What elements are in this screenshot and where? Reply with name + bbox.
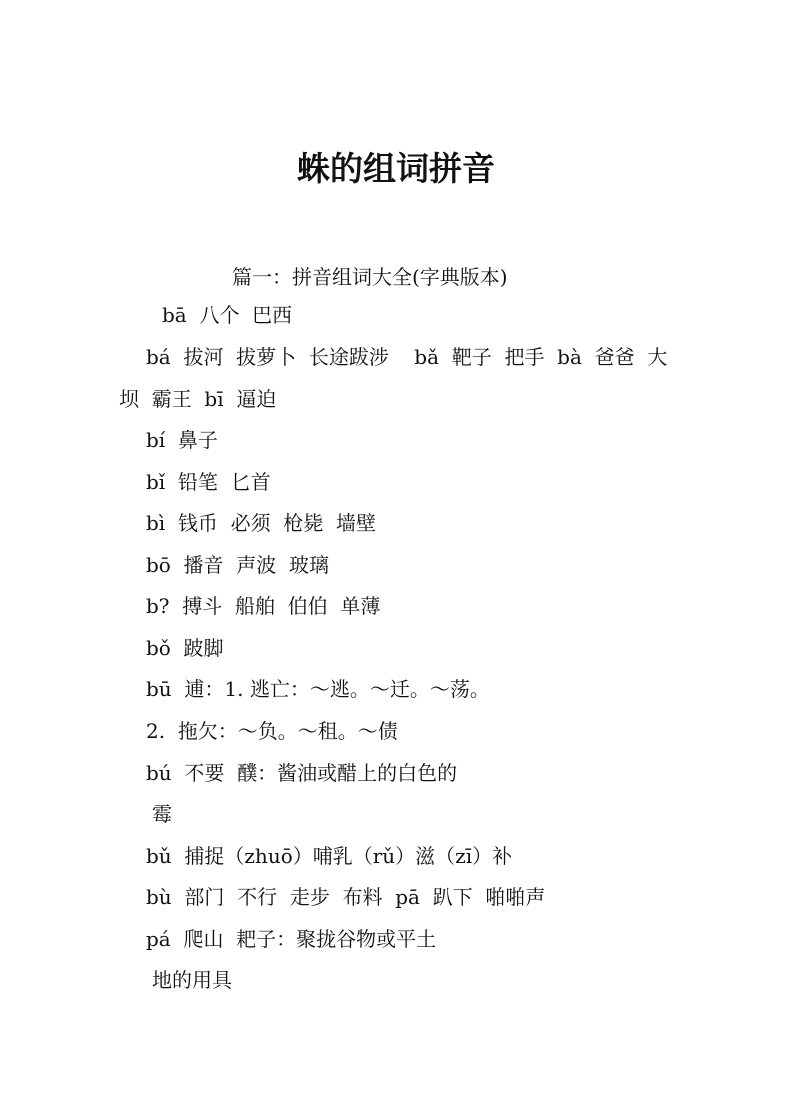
- text-line: 霉: [152, 802, 172, 826]
- text-line: 2. 拖欠：～负。～租。～债: [146, 719, 398, 743]
- text-line: b? 搏斗 船舶 伯伯 单薄: [146, 594, 381, 618]
- text-line: bǒ 跛脚: [146, 636, 224, 660]
- text-line: bì 钱币 必须 枪毙 墙壁: [146, 511, 377, 535]
- text-line: bú 不要 醭：酱油或醋上的白色的: [146, 761, 458, 785]
- text-line: bǐ 铅笔 匕首: [146, 470, 271, 494]
- text-line: bá 拔河 拔萝卜 长途跋涉 bǎ 靶子 把手 bà 爸爸 大: [146, 345, 668, 369]
- text-line: bǔ 捕捉（zhuō）哺乳（rǔ）滋（zī）补: [146, 844, 513, 868]
- section-heading: 篇一：拼音组词大全(字典版本): [232, 265, 508, 289]
- text-line: bù 部门 不行 走步 布料 pā 趴下 啪啪声: [146, 885, 546, 909]
- text-line: 地的用具: [152, 968, 232, 992]
- text-line: bā 八个 巴西: [162, 303, 293, 327]
- document-title: 蛛的组词拼音: [297, 149, 495, 188]
- text-line: bō 播音 声波 玻璃: [146, 553, 329, 577]
- text-line: bū 逋：1. 逃亡：～逃。～迁。～荡。: [146, 677, 490, 701]
- text-line: 坝 霸王 bī 逼迫: [119, 387, 277, 411]
- text-line: pá 爬山 耙子：聚拢谷物或平土: [146, 927, 437, 951]
- text-line: bí 鼻子: [146, 428, 218, 452]
